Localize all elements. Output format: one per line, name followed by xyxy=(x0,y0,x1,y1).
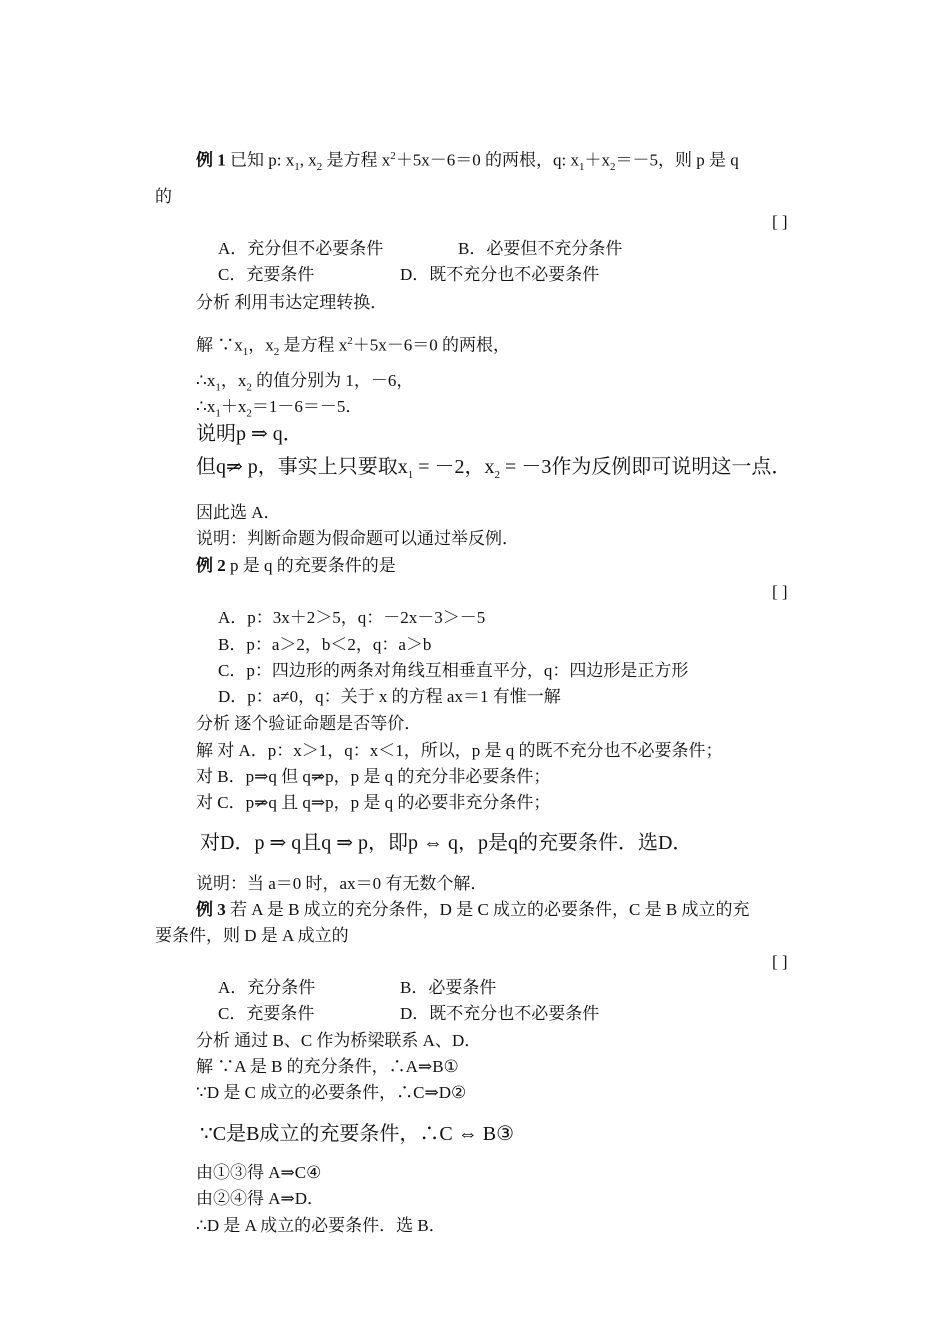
ex3-solution-4: 由①③得 A⇒C④ xyxy=(196,1163,322,1182)
not-implies-symbol: ⇒ xyxy=(254,793,269,812)
ex3-answer-bracket: [ ] xyxy=(772,952,788,971)
ex3-analysis: 分析 通过 B、C 作为桥梁联系 A、D． xyxy=(196,1031,482,1050)
ex3-solution-5: 由②④得 A⇒D． xyxy=(196,1189,325,1208)
ex1-analysis: 分析 利用韦达定理转换． xyxy=(196,293,388,312)
ex3-solution-6: ∴D 是 A 成立的必要条件．选 B． xyxy=(196,1216,446,1235)
ex1-option-c: C．充要条件 xyxy=(218,265,315,284)
ex3-stem-1: 例 3 若 A 是 B 成立的充分条件，D 是 C 成立的必要条件，C 是 B 成立的充 xyxy=(196,900,750,919)
ex1-explanation-1: 说明p ⇒ q． xyxy=(196,423,303,445)
ex3-solution-3: ∵C是B成立的充要条件，∴C ⇔ B③ xyxy=(200,1123,515,1145)
ex1-note: 说明：判断命题为假命题可以通过举反例． xyxy=(196,529,519,548)
ex1-label: 例 1 xyxy=(196,150,226,170)
ex3-stem-2: 要条件，则 D 是 A 成立的 xyxy=(155,926,349,945)
ex2-solution-d: 对D．p ⇒ q且q ⇒ p，即p ⇔ q，p是q的充要条件．选D． xyxy=(200,832,693,854)
ex2-option-c: C．p：四边形的两条对角线互相垂直平分，q：四边形是正方形 xyxy=(218,661,689,680)
ex1-stem: 例 1 已知 p: $x_1$, $x_2$ 是方程 $x^2+5x-6=0$ 的两根，q: $x_1+x_2=-5$，则 p 是 q xyxy=(196,150,739,174)
ex2-stem: 例 2 p 是 q 的充要条件的是 xyxy=(196,556,396,575)
ex2-solution-b: 对 B．p⇒q 但 q⇒p，p 是 q 的充分非必要条件； xyxy=(196,767,551,786)
ex2-answer-bracket: [ ] xyxy=(772,582,788,601)
not-implies-symbol: ⇒ xyxy=(310,767,326,786)
ex2-option-d: D．p：a≠0，q：关于 x 的方程 ax＝1 有惟一解 xyxy=(218,687,561,706)
ex1-solution-2: $\therefore x_1$，$x_2$ 的值分别为 1，－6， xyxy=(196,371,414,394)
ex2-option-b: B．p：a＞2，b＜2，q：a＞b xyxy=(218,635,432,654)
ex3-option-d: D．既不充分也不必要条件 xyxy=(400,1004,600,1023)
ex3-option-a: A．充分条件 xyxy=(218,978,316,997)
ex3-option-c: C．充要条件 xyxy=(218,1004,315,1023)
ex2-option-a: A．p：3x＋2＞5，q：－2x－3＞－5 xyxy=(218,608,486,627)
ex2-solution-a: 解 对 A．p：x＞1，q：x＜1，所以，p 是 q 的既不充分也不必要条件； xyxy=(196,741,723,760)
ex3-option-b: B．必要条件 xyxy=(400,978,497,997)
ex3-label: 例 3 xyxy=(196,900,226,919)
ex1-option-d: D．既不充分也不必要条件 xyxy=(400,265,600,284)
ex2-note: 说明：当 a＝0 时，ax＝0 有无数个解． xyxy=(196,874,488,893)
ex1-solution-3: $\therefore x_1+x_2=1-6=-5$． xyxy=(196,397,363,420)
ex1-stem-cont: 的 xyxy=(155,187,172,206)
ex1-conclusion: 因此选 A． xyxy=(196,503,281,522)
ex3-solution-1: 解 ∵A 是 B 的充分条件，∴A⇒B① xyxy=(196,1057,459,1076)
ex1-explanation-2: 但q⇒ p，事实上只要取$x_1 = -2$，$x_2 = -3$作为反例即可说明这一点． xyxy=(196,456,792,481)
ex3-solution-2: ∵D 是 C 成立的必要条件，∴C⇒D② xyxy=(196,1083,467,1102)
not-implies-symbol: ⇒ xyxy=(226,456,243,478)
ex1-option-a: A．充分但不必要条件 xyxy=(218,239,384,258)
ex1-option-b: B．必要但不充分条件 xyxy=(458,239,623,258)
ex2-solution-c: 对 C．p⇒q 且 q⇒p，p 是 q 的必要非充分条件； xyxy=(196,793,551,812)
ex2-label: 例 2 xyxy=(196,556,226,575)
ex2-analysis: 分析 逐个验证命题是否等价． xyxy=(196,714,422,733)
ex1-answer-bracket: [ ] xyxy=(772,212,788,231)
ex1-solution-1: 解 $\because x_1$，$x_2$ 是方程 $x^2+5x-6=0$ 的两根， xyxy=(196,335,510,359)
